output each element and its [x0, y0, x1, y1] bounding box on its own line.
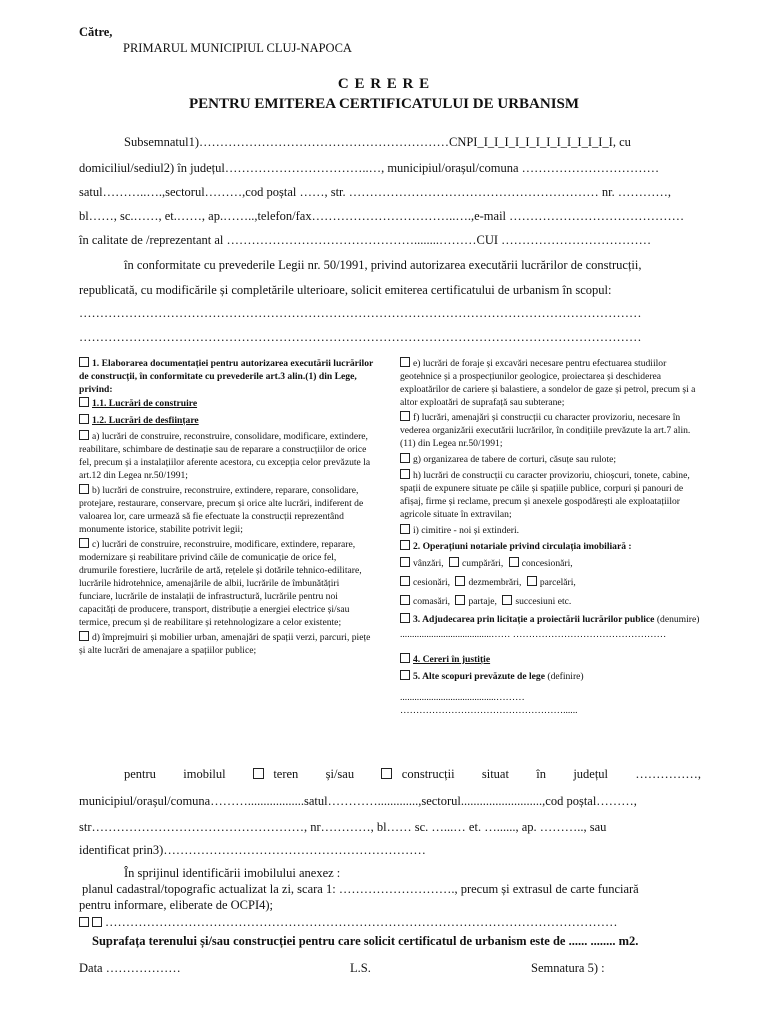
stamp-label: L.S.	[350, 961, 371, 975]
section-5: 5. Alte scopuri prevăzute de lege (definire)	[400, 670, 700, 683]
surface-statement: Suprafața terenului și/sau construcției pentru care solicit certificatul de urbanism este de ...... ........ m2.	[92, 934, 639, 948]
applicant-line-7: republicată, cu modificările și completările ulterioare, solicit emiterea certificatului de urbanism în scopul:	[79, 283, 612, 297]
section-2: 2. Operațiuni notariale privind circulația imobiliară :	[400, 540, 700, 553]
checkbox-section-1[interactable]	[79, 357, 89, 367]
section-5-dots: ........................................……… ……………………………………………......	[400, 692, 578, 716]
left-column	[79, 357, 374, 657]
right-column	[400, 357, 700, 717]
checkbox-construire[interactable]	[79, 397, 89, 407]
option-a: a) lucrări de construire, reconstruire, consolidare, modificare, extindere, reabilitare, schimbare de destinație sau de reparare a construcțiilor de orice fel, precum și a instalațiilor aferente acestora, cu excepția celor prevăzute la art.12 din Legea nr.50/1991;	[79, 431, 371, 481]
date-field: Data ………………	[79, 961, 181, 975]
checkbox-annex-1[interactable]	[79, 917, 89, 927]
checkbox-comasari[interactable]	[400, 595, 410, 605]
checkbox-section-2[interactable]	[400, 540, 410, 550]
checkbox-d[interactable]	[79, 631, 89, 641]
section-3: 3. Adjudecarea prin licitație a proiectării lucrărilor publice (denumire)	[400, 613, 700, 626]
option-c: c) lucrări de construire, reconstruire, modificare, extindere, reparare, modernizare și reabilitare privind căile de comunicație de orice fel, drumurile forestiere, lucrările de artă, rețelele și dotările tehnico-edilitare, lucrările hidrotehnice, amenajările de albii, lucrările de îmbunătățiri funciare, lucrările de instalații de infrastructură, lucrările pentru noi capacități de producere, transport, distribuție a energiei electrice și/sau termice, precum și de reabilitare și retehnologizare a celor existente;	[79, 539, 362, 628]
notarial-row-1: vânzări, cumpărări, concesionări,	[400, 557, 700, 570]
checkbox-cumparari[interactable]	[449, 557, 459, 567]
checkbox-parcelari[interactable]	[527, 576, 537, 586]
checkbox-f[interactable]	[400, 411, 410, 421]
checkbox-partaje[interactable]	[455, 595, 465, 605]
option-g: g) organizarea de tabere de corturi, căsuțe sau rulote;	[400, 453, 700, 466]
applicant-line-5: în calitate de /reprezentant al ………………………………………........………CUI ………………………………	[79, 233, 652, 247]
property-line-1: pentru imobilul teren și/sau construcții situat în județul ……………,	[124, 767, 701, 781]
checkbox-constructii[interactable]	[381, 768, 392, 779]
checkbox-g[interactable]	[400, 453, 410, 463]
applicant-line-4: bl……, sc.……, et.……, ap.……..,telefon/fax……………………………..….,e-mail ……………………………………	[79, 209, 685, 223]
form-title: C E R E R E	[337, 76, 431, 92]
property-line-3: str……………………………………………, nr…………, bl…… sc. …...… et. …......, ap. ……….., sau	[79, 820, 607, 834]
checkbox-cesionari[interactable]	[400, 576, 410, 586]
section-3-dots: ......................................…… …………………………………………	[400, 629, 667, 640]
checkbox-a[interactable]	[79, 430, 89, 440]
annex-line-3: pentru informare, eliberate de OCPI4);	[79, 898, 274, 912]
to-label: Către,	[79, 25, 113, 39]
checkbox-vanzari[interactable]	[400, 557, 410, 567]
form-subtitle: PENTRU EMITEREA CERTIFICATULUI DE URBANISM	[188, 96, 580, 112]
notarial-row-2: cesionări, dezmembrări, parcelări,	[400, 576, 700, 589]
checkbox-succesiuni[interactable]	[502, 595, 512, 605]
addressee: PRIMARUL MUNICIPIUL CLUJ-NAPOCA	[123, 41, 352, 55]
applicant-line-1: Subsemnatul1)……………………………………………………CNPI_I_I_I_I_I_I_I_I_I_I_I_I_I, cu	[124, 135, 631, 149]
section-4: 4. Cereri în justiție	[400, 653, 700, 666]
annex-line-4: ……………………………………………………………………………………………………………	[79, 915, 701, 930]
option-f: f) lucrări, amenajări și construcții cu character provizoriu, necesare în vederea organizării executării lucrărilor, în condițiile prevăzute la art.7 alin.(11) din Legea nr.50/1991;	[400, 412, 691, 449]
checkbox-dezmembrari[interactable]	[455, 576, 465, 586]
option-d: d) împrejmuiri și mobilier urban, amenajări de spații verzi, parcuri, piețe și alte lucrări de amenajare a spațiilor publice;	[79, 632, 371, 656]
applicant-line-6: în conformitate cu prevederile Legii nr. 50/1991, privind autorizarea executării lucrărilor de construcții,	[124, 258, 642, 272]
annex-line-2: planul cadastral/topografic actualizat la zi, scara 1: ………………………., precum și extrasul de carte funciară	[82, 882, 639, 896]
checkbox-section-4[interactable]	[400, 653, 410, 663]
checkbox-section-5[interactable]	[400, 670, 410, 680]
option-h: h) lucrări de construcții cu caracter provizoriu, chioșcuri, tonete, cabine, spații de expunere situate pe căile și spațiile publice, corpuri și panouri de afișaj, firme și reclame, precum și anexele gospodărești ale exploatațiilor agricole situate în extravilan;	[400, 470, 690, 520]
checkbox-h[interactable]	[400, 469, 410, 479]
property-line-2: municipiul/orașul/comuna………..................satul………….............,sectorul..........................,cod poștal………,	[79, 794, 637, 808]
section-1-2: 1.2. Lucrări de desființare	[79, 414, 374, 427]
checkbox-teren[interactable]	[253, 768, 264, 779]
checkbox-b[interactable]	[79, 484, 89, 494]
annex-line-1: În sprijinul identificării imobilului anexez :	[124, 866, 341, 880]
applicant-line-2: domiciliul/sediul2) în județul……………………………..…, municipiul/orașul/comuna ……………………………	[79, 161, 660, 175]
property-line-4: identificat prin3)………………………………………………………	[79, 843, 426, 857]
option-i: i) cimitire - noi și extinderi.	[400, 524, 700, 537]
signature-label: Semnatura 5) :	[531, 961, 605, 975]
checkbox-desfiintare[interactable]	[79, 414, 89, 424]
checkbox-concesionari[interactable]	[509, 557, 519, 567]
checkbox-i[interactable]	[400, 524, 410, 534]
checkbox-section-3[interactable]	[400, 613, 410, 623]
purpose-dots-1: ………………………………………………………………………………………………………………………	[79, 306, 642, 320]
option-b: b) lucrări de construire, reconstruire, extindere, reparare, consolidare, protejare, restaurare, conservare, precum și orice alte lucrări, indiferent de valoarea lor, care urmează să fie efectuate la construcții reprezentând monumente istorice, stabilite potrivit legii;	[79, 485, 364, 535]
section-1-1: 1.1. Lucrări de construire	[79, 397, 374, 410]
notarial-row-3: comasări, partaje, succesiuni etc.	[400, 595, 700, 608]
checkbox-c[interactable]	[79, 538, 89, 548]
option-e: e) lucrări de foraje și excavări necesare pentru efectuarea studiilor geotehnice și a prospecțiunilor geologice, proiectarea și deschiderea exploatărilor de cariere și balastiere, a sondelor de gaze și petrol, precum și a altor exploatări de suprafață sau subterane;	[400, 358, 696, 408]
applicant-line-3: satul………..….,sectorul………,cod poștal ……, str. …………………………………………………… nr. …………,	[79, 185, 671, 199]
purpose-dots-2: ………………………………………………………………………………………………………………………	[79, 330, 642, 344]
section-1: 1. Elaborarea documentației pentru autorizarea executării lucrărilor de construcții, în conformitate cu prevederile art.3 alin.(1) din Lege, privind:	[79, 358, 374, 395]
checkbox-annex-2[interactable]	[92, 917, 102, 927]
checkbox-e[interactable]	[400, 357, 410, 367]
